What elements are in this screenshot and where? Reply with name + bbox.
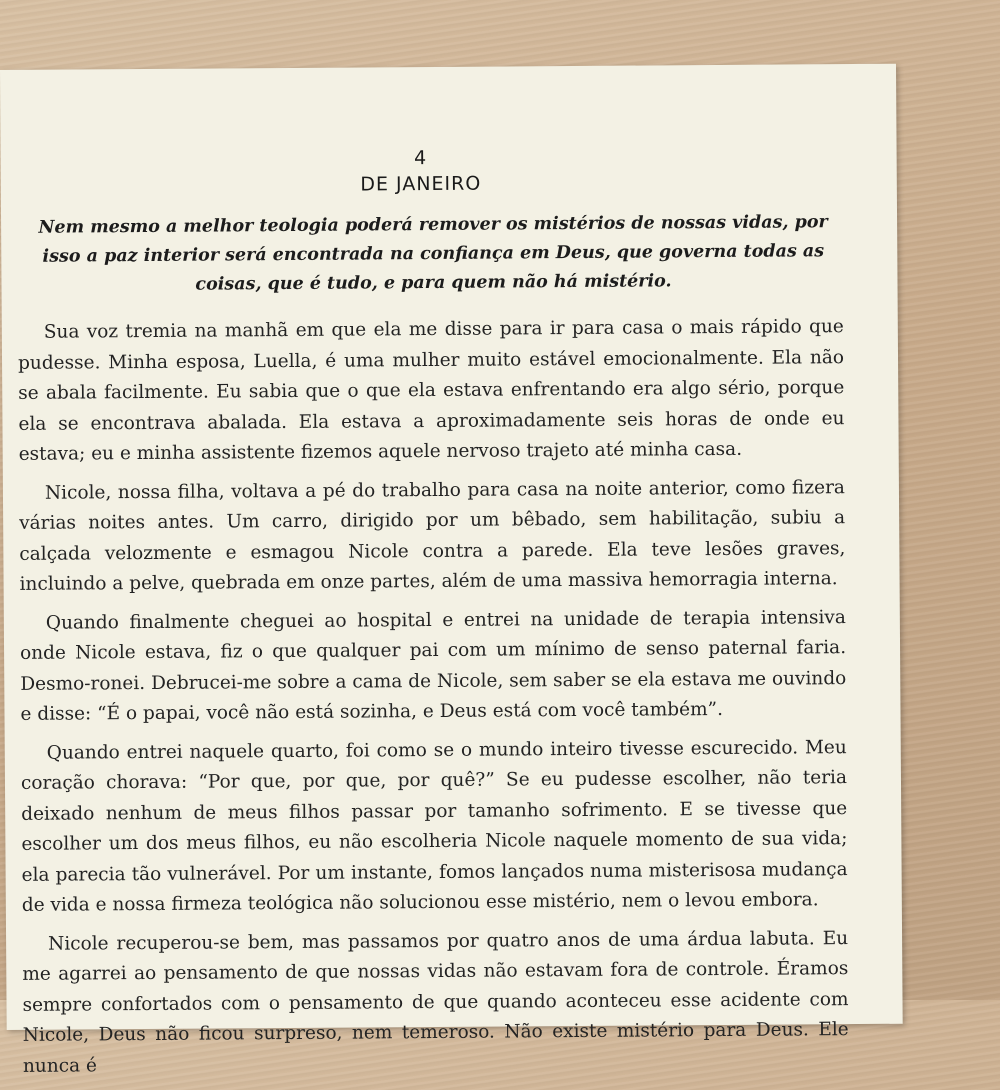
paragraph: Nicole recuperou-se bem, mas passamos por quatro anos de uma árdua labuta. Eu me agarrei ao pensamento de que nossas vidas não estavam fora de controle. Éramos sempre confortados com o pensamento de que quando aconteceu esse acidente com Nicole, Deus não ficou surpreso, nem temeroso. Não existe mistério para Deus. Ele nunca é: [22, 927, 849, 1077]
paragraph: Quando finalmente cheguei ao hospital e entrei na unidade de terapia intensiva onde Nicole estava, fiz o que qualquer pai com um mínimo de senso paternal faria. Desmo-ronei. Debrucei-me sobre a cama de Nicole, sem saber se ela estava me ouvindo e disse: “É o papai, você não está sozinha, e Deus está com você também”.: [19, 606, 847, 725]
paragraph: Sua voz tremia na manhã em que ela me disse para ir para casa o mais rápido que pudesse. Minha esposa, Luella, é uma mulher muito estável emocionalmente. Ela não se abala facilmente. Eu sabia que o que ela estava enfrentando era algo sério, porque ela se encontrava abalada. Ela estava a aproximadamente seis horas de onde eu estava; eu e minha assistente fizemos aquele nervoso trajeto até minha casa.: [17, 316, 845, 465]
paragraph: Nicole, nossa filha, voltava a pé do trabalho para casa na noite anterior, como fizera várias noites antes. Um carro, dirigido por um bêbado, sem habilitação, subiu a calçada velozmente e esmagou Nicole contra a parede. Ela teve lesões graves, incluindo a pelve, quebrada em onze partes, além de uma massiva hemorragia interna.: [19, 476, 846, 595]
paragraph: Quando entrei naquele quarto, foi como se o mundo inteiro tivesse escurecido. Meu coração chorava: “Por que, por que, por quê?” Se eu pudesse escolher, não teria deixado nenhum de meus filhos passar por tamanho sofrimento. E se tivesse que escolher um dos meus filhos, eu não escolheria Nicole naquele momento de sua vida; ela parecia tão vulnerável. Por um instante, fomos lançados numa misterisosa mudança de vida e nossa firmeza teológica não solucionou esse mistério, nem o levou embora.: [20, 736, 848, 916]
body-text: [18, 312, 849, 1090]
book-page: [0, 64, 903, 1077]
epigraph-quote: Nem mesmo a melhor teologia poderá remover os mistérios de nossas vidas, por isso a paz interior será encontrada na confiança em Deus, que governa todas as coisas, que é tudo, e para quem não há mistério.: [38, 212, 828, 295]
chapter-title: DE JANEIRO: [360, 172, 482, 196]
chapter-number: 4: [414, 147, 428, 170]
